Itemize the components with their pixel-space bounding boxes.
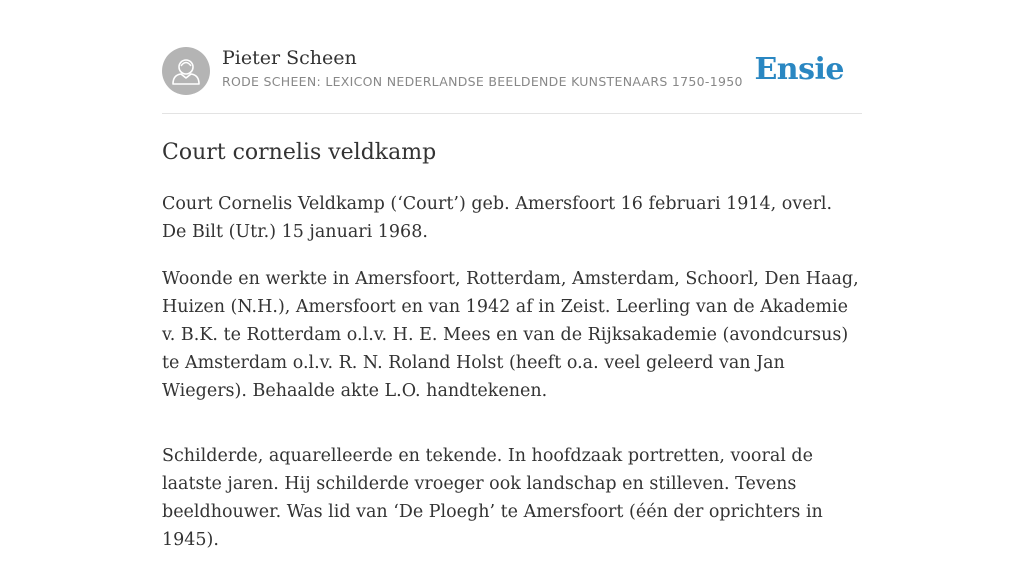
author-header xyxy=(162,46,862,114)
author-name[interactable]: Pieter Scheen xyxy=(222,47,357,69)
page-title: Court cornelis veldkamp xyxy=(162,140,437,165)
source-title[interactable]: RODE SCHEEN: LEXICON NEDERLANDSE BEELDENDE KUNSTENAARS 1750-1950 xyxy=(222,74,743,89)
avatar[interactable] xyxy=(162,47,210,95)
ensie-logo[interactable]: Ensie xyxy=(754,52,844,87)
paragraph-intro: Court Cornelis Veldkamp (‘Court’) geb. Amersfoort 16 februari 1914, overl. De Bilt (Utr.) 15 januari 1968. xyxy=(162,194,833,242)
article-body xyxy=(162,190,862,573)
paragraph-career: Woonde en werkte in Amersfoort, Rotterdam, Amsterdam, Schoorl, Den Haag, Huizen (N.H.), Amersfoort en van 1942 af in Zeist. Leerling van de Akademie v. B.K. te Rotterdam o.l.v. H. E. Mees en van de Rijksakademie (avondcursus) te Amsterdam o.l.v. R. N. Roland Holst (heeft o.a. veel geleerd van Jan Wiegers). Behaalde akte L.O. handtekenen. xyxy=(162,269,859,401)
user-icon xyxy=(162,47,210,95)
paragraph-work: Schilderde, aquarelleerde en tekende. In hoofdzaak portretten, vooral de laatste jaren. Hij schilderde vroeger ook landschap en stilleven. Tevens beeldhouwer. Was lid van ‘De Ploegh’ te Amersfoort (één der oprichters in 1945). xyxy=(162,446,823,550)
